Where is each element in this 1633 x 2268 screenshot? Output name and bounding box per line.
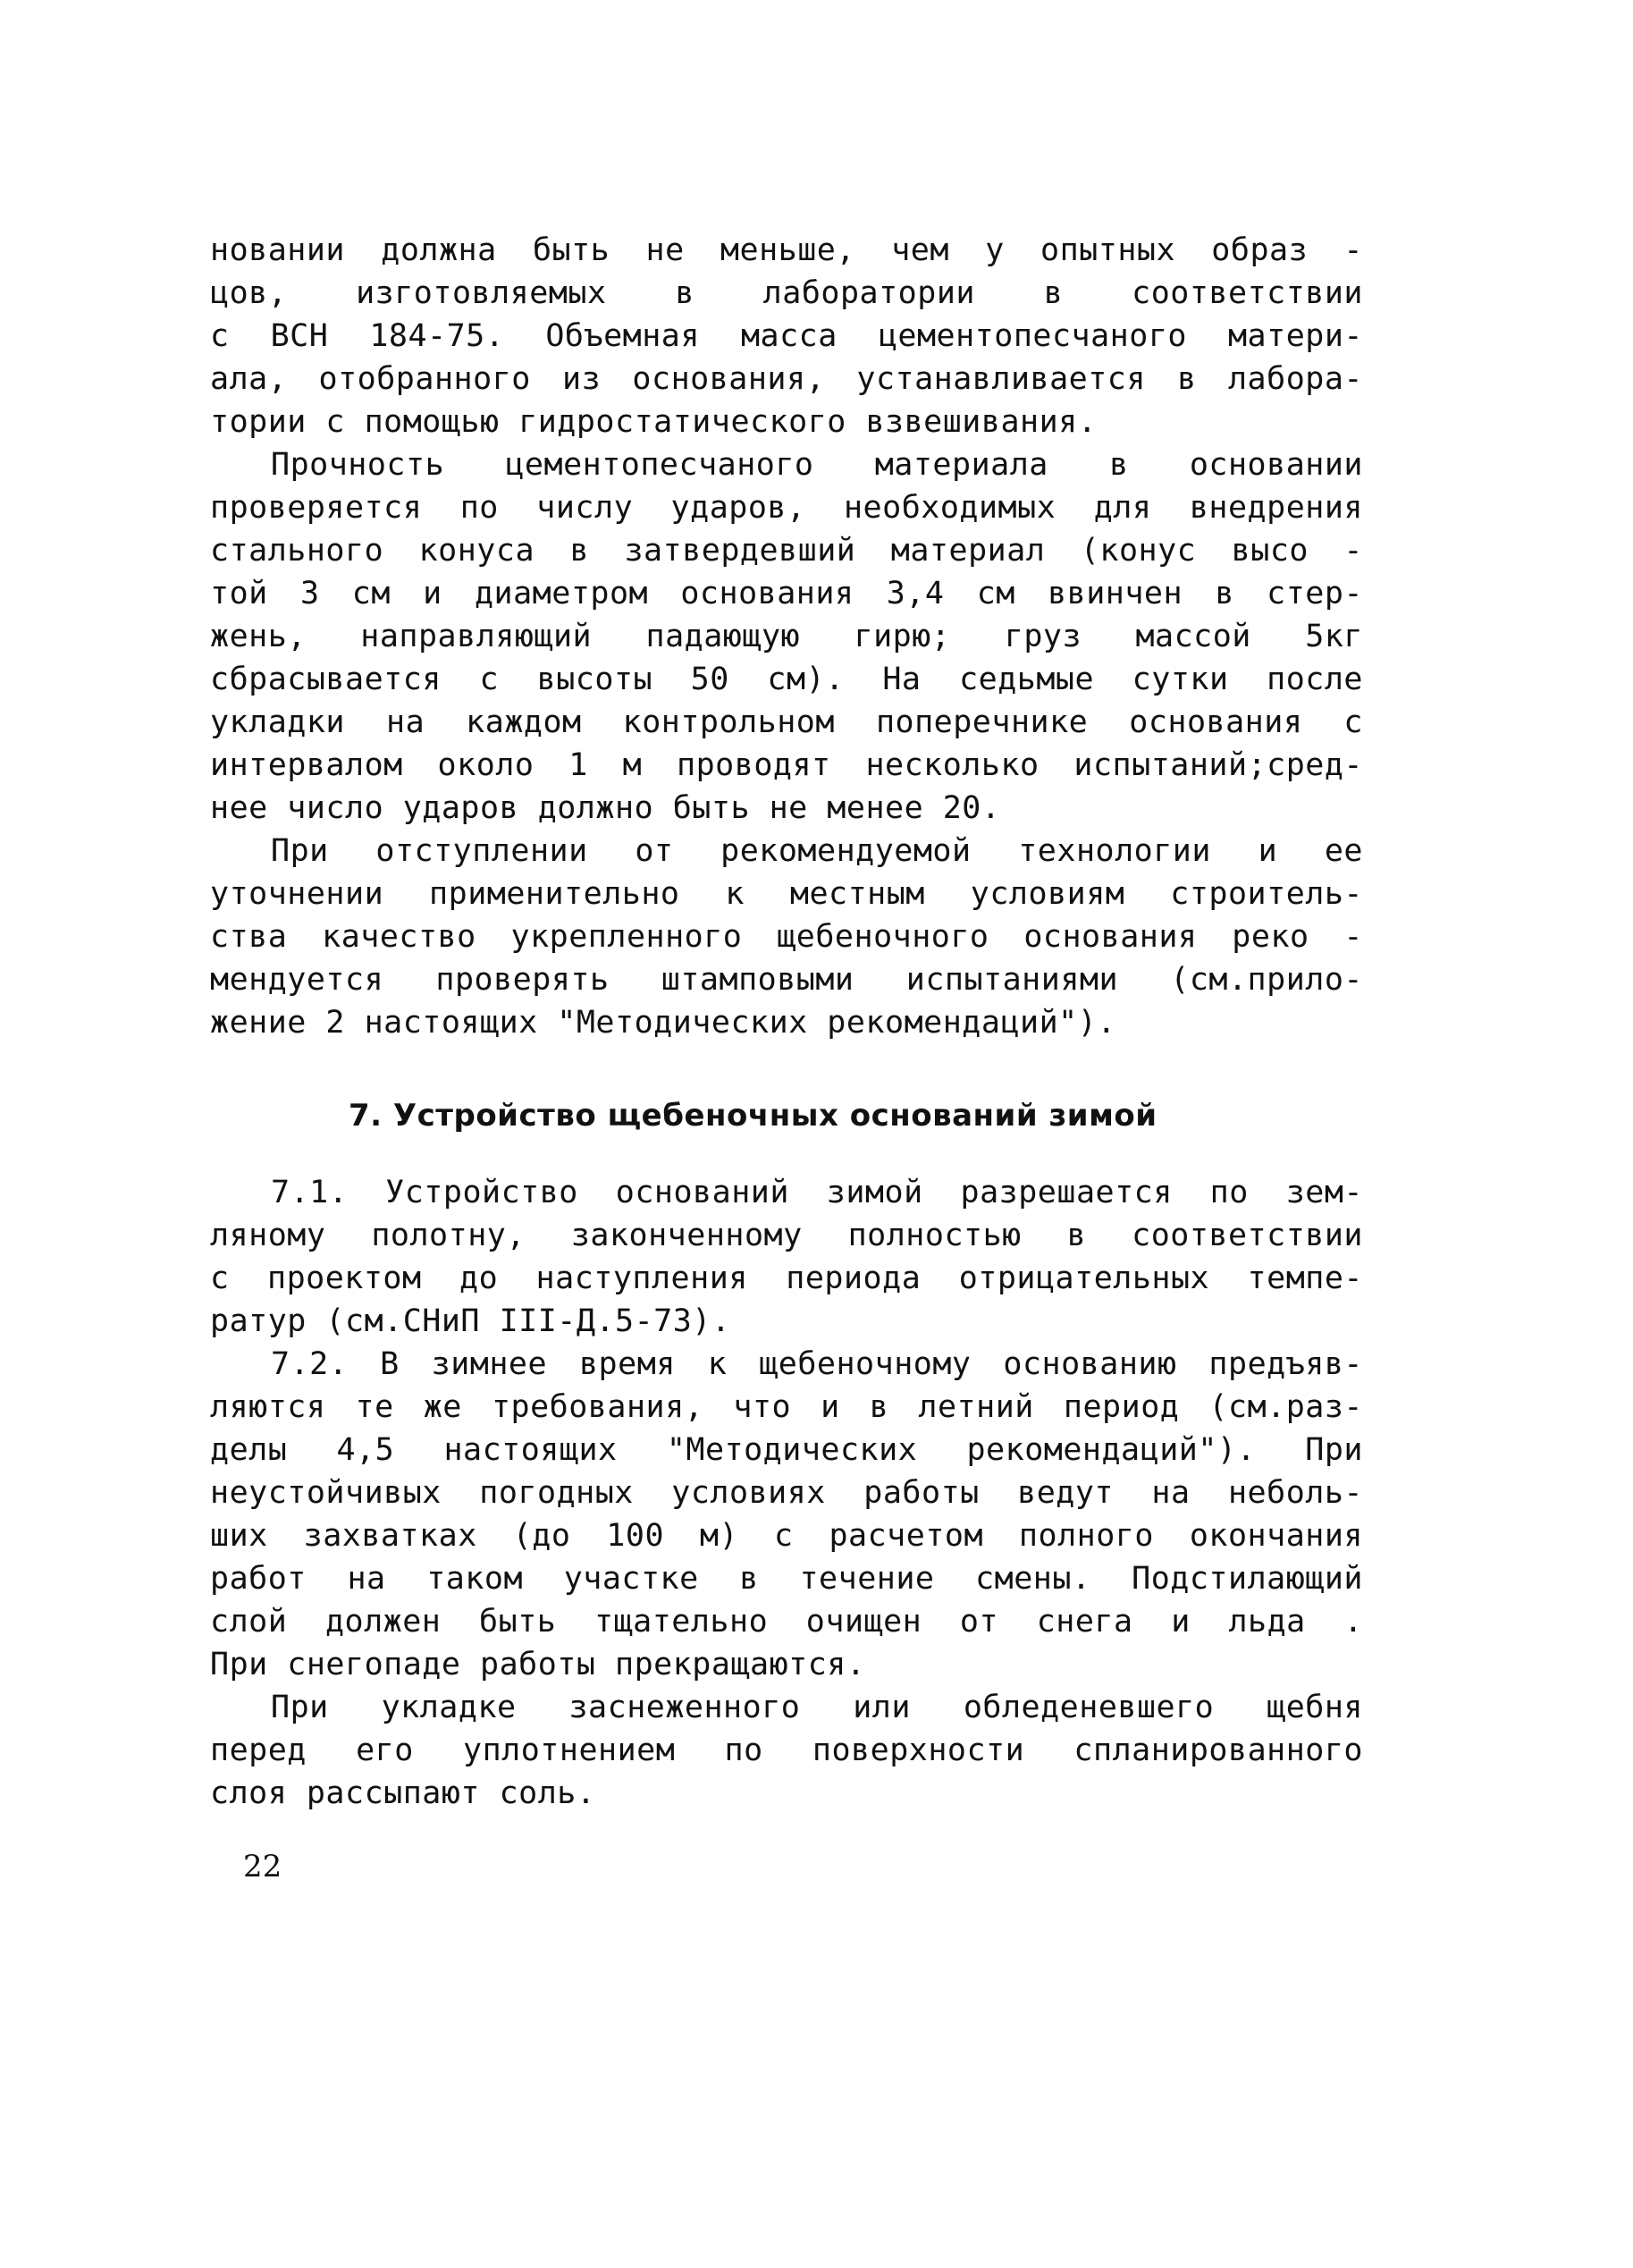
text-line: интервалом около 1 м проводят несколько испытаний;сред- bbox=[210, 747, 1363, 783]
text-line: перед его уплотнением по поверхности спланированного bbox=[210, 1733, 1363, 1768]
body-text-upper bbox=[210, 229, 1363, 1044]
paragraph-start-line: 7.1. Устройство оснований зимой разрешается по зем- bbox=[271, 1175, 1363, 1210]
text-line: цов, изготовляемых в лаборатории в соответствии bbox=[210, 275, 1363, 311]
paragraph-start-line: Прочность цементопесчаного материала в основании bbox=[271, 447, 1363, 483]
text-line: укладки на каждом контрольном поперечнике основания с bbox=[210, 704, 1363, 740]
text-line: проверяется по числу ударов, необходимых для внедрения bbox=[210, 490, 1363, 526]
section-heading: 7. Устройство щебеночных оснований зимой bbox=[349, 1098, 1157, 1134]
text-line: с проектом до наступления периода отрицательных темпе- bbox=[210, 1260, 1363, 1296]
text-line: ала, отобранного из основания, устанавливается в лабора- bbox=[210, 361, 1363, 397]
text-line: новании должна быть не меньше, чем у опытных образ - bbox=[210, 232, 1363, 268]
text-line: жень, направляющий падающую гирю; груз массой 5кг bbox=[210, 619, 1363, 654]
page-number: 22 bbox=[243, 1849, 282, 1884]
text-line: мендуется проверять штамповыми испытаниями (см.прило- bbox=[210, 962, 1363, 998]
text-line: неустойчивых погодных условиях работы ведут на неболь- bbox=[210, 1475, 1363, 1511]
text-line: той 3 см и диаметром основания 3,4 см ввинчен в стер- bbox=[210, 576, 1363, 611]
text-line: жение 2 настоящих "Методических рекомендаций"). bbox=[210, 1005, 1116, 1041]
text-line: ратур (см.СНиП III-Д.5-73). bbox=[210, 1303, 731, 1339]
text-line: нее число ударов должно быть не менее 20. bbox=[210, 790, 1001, 826]
text-line: ляются те же требования, что и в летний период (см.раз- bbox=[210, 1389, 1363, 1425]
text-line: стального конуса в затвердевший материал (конус высо - bbox=[210, 533, 1363, 569]
body-text-lower bbox=[210, 1171, 1363, 1815]
text-line: слой должен быть тщательно очищен от снега и льда . bbox=[210, 1604, 1363, 1640]
text-line: работ на таком участке в течение смены. Подстилающий bbox=[210, 1561, 1363, 1597]
text-line: делы 4,5 настоящих "Методических рекомендаций"). При bbox=[210, 1432, 1363, 1468]
text-line: сбрасывается с высоты 50 см). На седьмые сутки после bbox=[210, 662, 1363, 697]
paragraph-start-line: При отступлении от рекомендуемой технологии и ее bbox=[271, 833, 1363, 869]
text-line: При снегопаде работы прекращаются. bbox=[210, 1647, 866, 1682]
text-line: с ВСН 184-75. Объемная масса цементопесчаного матери- bbox=[210, 318, 1363, 354]
text-line: ляному полотну, законченному полностью в соответствии bbox=[210, 1218, 1363, 1253]
text-line: уточнении применительно к местным условиям строитель- bbox=[210, 876, 1363, 912]
text-line: тории с помощью гидростатического взвешивания. bbox=[210, 404, 1098, 440]
text-line: ших захватках (до 100 м) с расчетом полного окончания bbox=[210, 1518, 1363, 1554]
paragraph-start-line: При укладке заснеженного или обледеневшего щебня bbox=[271, 1690, 1363, 1725]
text-line: ства качество укрепленного щебеночного основания реко - bbox=[210, 919, 1363, 955]
paragraph-start-line: 7.2. В зимнее время к щебеночному основанию предъяв- bbox=[271, 1346, 1363, 1382]
text-line: слоя рассыпают соль. bbox=[210, 1775, 596, 1811]
